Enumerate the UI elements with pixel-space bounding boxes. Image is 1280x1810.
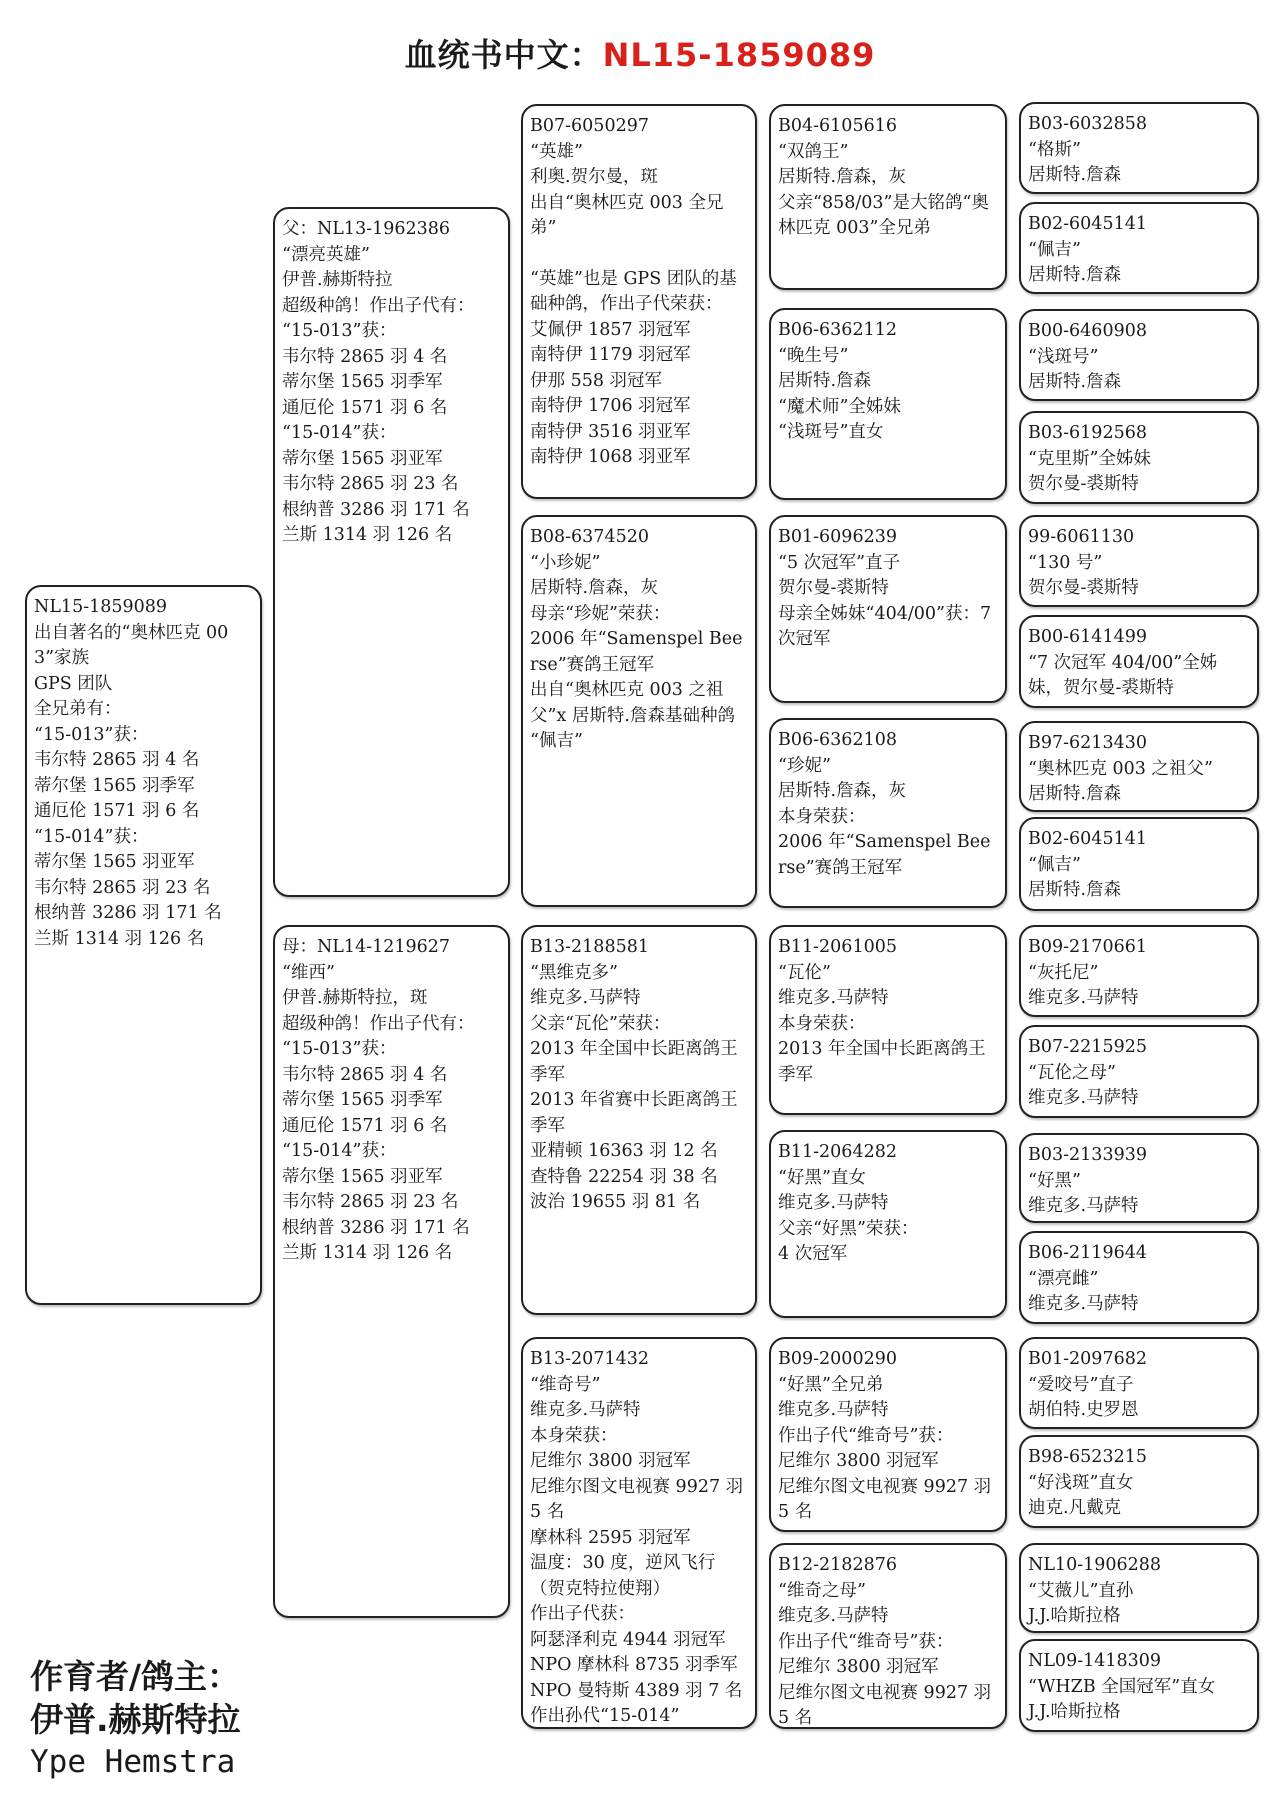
pedigree-line: “灰托尼” — [1028, 962, 1099, 983]
pedigree-line: 父亲“好黑”荣获： — [778, 1218, 919, 1239]
pedigree-line: “晚生号” — [778, 345, 849, 366]
gen5-box-7 — [1019, 721, 1259, 812]
ring-number: B07-2215925 — [1028, 1037, 1147, 1057]
ring-number: B06-2119644 — [1028, 1243, 1147, 1263]
ring-number: B11-2064282 — [778, 1142, 897, 1162]
pedigree-line: 出自“奥林匹克 003 全兄弟” — [530, 192, 724, 238]
pedigree-line: “15-014”获： — [282, 423, 397, 443]
ring-number: B00-6141499 — [1028, 627, 1147, 647]
pedigree-line: “好浅斑”直女 — [1028, 1472, 1134, 1493]
pedigree-line: 蒂尔堡 1565 羽季军 — [282, 1090, 443, 1110]
gen4-box-8 — [769, 1543, 1007, 1729]
pedigree-line: “好黑”全兄弟 — [778, 1374, 884, 1395]
pedigree-line: “爱咬号”直子 — [1028, 1374, 1134, 1395]
pedigree-line: “好黑” — [1028, 1170, 1081, 1191]
pedigree-line: 全兄弟有： — [34, 699, 122, 719]
pedigree-line: 作出孙代“15-014” — [530, 1706, 680, 1726]
ring-number: B01-6096239 — [778, 527, 897, 547]
pedigree-line: 根纳普 3286 羽 171 名 — [34, 903, 222, 923]
pedigree-line: 南特伊 1706 羽冠军 — [530, 396, 691, 416]
ring-number: B08-6374520 — [530, 527, 649, 547]
pedigree-line: 作出子代获： — [530, 1604, 635, 1624]
pedigree-line: 维克多.马萨特 — [1028, 1196, 1139, 1216]
pedigree-line: “130 号” — [1028, 552, 1103, 573]
gen3-box-3 — [521, 925, 757, 1315]
ring-number: B11-2061005 — [778, 937, 897, 957]
ring-number: B02-6045141 — [1028, 214, 1147, 234]
pedigree-line: NPO 摩林科 8735 羽季军 — [530, 1655, 738, 1675]
pedigree-line: 蒂尔堡 1565 羽亚军 — [34, 852, 195, 872]
gen5-box-8 — [1019, 817, 1259, 911]
pedigree-line: 居斯特.詹森 — [1028, 784, 1122, 804]
pedigree-line: “珍妮” — [778, 755, 831, 776]
pedigree-line: 维克多.马萨特 — [778, 1400, 889, 1420]
breeder-name-en: Ype Hemstra — [30, 1744, 236, 1780]
pedigree-line: 母亲全姊妹“404/00”获：7 次冠军 — [778, 603, 997, 649]
pedigree-line: 4 次冠军 — [778, 1244, 848, 1264]
pedigree-line: 韦尔特 2865 羽 4 名 — [282, 346, 448, 367]
pedigree-line: J.J.哈斯拉格 — [1028, 1702, 1121, 1722]
dam-box — [273, 925, 510, 1618]
pedigree-line: 韦尔特 2865 羽 4 名 — [34, 750, 200, 770]
ring-number: B03-2133939 — [1028, 1145, 1147, 1165]
pedigree-line: 2013 年省赛中长距离鸽王季军 — [530, 1090, 738, 1136]
pedigree-line: 贺尔曼-裘斯特 — [1028, 578, 1139, 598]
page-title — [0, 30, 1280, 78]
gen5-box-1 — [1019, 102, 1259, 194]
pedigree-line: “7 次冠军 404/00”全姊妹，贺尔曼-裘斯特 — [1028, 652, 1218, 698]
ring-number: B06-6362112 — [778, 320, 897, 340]
pedigree-line: “15-013”获： — [282, 321, 397, 341]
gen5-box-5 — [1019, 515, 1259, 607]
pedigree-line: “15-014”获： — [34, 826, 149, 847]
gen4-box-5 — [769, 925, 1007, 1115]
pedigree-line: 韦尔特 2865 羽 23 名 — [282, 474, 459, 494]
gen3-box-1 — [521, 104, 757, 499]
pedigree-line: 尼维尔图文电视赛 9927 羽 5 名 — [778, 1682, 997, 1728]
pedigree-line: 父亲“瓦伦”荣获： — [530, 1013, 671, 1034]
pedigree-line: 波治 19655 羽 81 名 — [530, 1192, 701, 1212]
pedigree-line: 蒂尔堡 1565 羽亚军 — [282, 1166, 443, 1187]
pedigree-line: 尼维尔图文电视赛 9927 羽 5 名 — [778, 1476, 997, 1522]
gen3-box-2 — [521, 515, 757, 907]
gen4-box-7 — [769, 1337, 1007, 1532]
pedigree-line: 查特鲁 22254 羽 38 名 — [530, 1166, 718, 1187]
gen5-box-9 — [1019, 925, 1259, 1017]
pedigree-line: 艾佩伊 1857 羽冠军 — [530, 319, 691, 340]
pedigree-line: 本身荣获： — [530, 1425, 618, 1446]
pedigree-line: J.J.哈斯拉格 — [1028, 1606, 1121, 1626]
ring-number: B03-6032858 — [1028, 114, 1147, 134]
pedigree-line: “小珍妮” — [530, 552, 601, 573]
pedigree-line: 南特伊 1068 羽亚军 — [530, 447, 691, 467]
pedigree-line: 兰斯 1314 羽 126 名 — [34, 928, 205, 949]
pedigree-line: 根纳普 3286 羽 171 名 — [282, 1217, 470, 1238]
ring-number: B03-6192568 — [1028, 423, 1147, 443]
pedigree-line: “英雄”也是 GPS 团队的基础种鸽，作出子代荣获： — [530, 268, 737, 314]
pedigree-line: 居斯特.詹森 — [1028, 880, 1122, 900]
pedigree-line: 居斯特.詹森 — [1028, 165, 1122, 185]
pedigree-line: 韦尔特 2865 羽 23 名 — [282, 1192, 459, 1212]
gen5-box-13 — [1019, 1337, 1259, 1429]
ring-number: 父：NL13-1962386 — [282, 219, 451, 239]
ring-number: NL10-1906288 — [1028, 1555, 1162, 1575]
ring-number: NL15-1859089 — [34, 597, 168, 617]
pedigree-line: 韦尔特 2865 羽 23 名 — [34, 877, 211, 898]
gen5-box-2 — [1019, 202, 1259, 294]
breeder-label: 作育者/鸽主： — [30, 1657, 241, 1696]
pedigree-line: “维西” — [282, 962, 335, 983]
pedigree-line: “15-014”获： — [282, 1141, 397, 1161]
sire-box — [273, 207, 510, 897]
gen4-box-3 — [769, 515, 1007, 703]
pedigree-line: 超级种鸽！作出子代有： — [282, 1013, 475, 1034]
gen3-box-4 — [521, 1337, 757, 1729]
pedigree-line: 尼维尔 3800 羽冠军 — [530, 1451, 691, 1471]
pedigree-line: 伊普.赫斯特拉，斑 — [282, 988, 428, 1008]
gen5-box-11 — [1019, 1133, 1259, 1223]
pedigree-line: 2013 年全国中长距离鸽王季军 — [530, 1039, 738, 1085]
gen5-box-4 — [1019, 411, 1259, 504]
pedigree-line: “浅斑号” — [1028, 346, 1099, 367]
pedigree-line: 通厄伦 1571 羽 6 名 — [282, 1115, 448, 1136]
pedigree-line: 作出子代“维奇号”获： — [778, 1425, 954, 1446]
pedigree-line: “瓦伦之母” — [1028, 1062, 1116, 1083]
pedigree-line: 贺尔曼-裘斯特 — [778, 578, 889, 598]
pedigree-line: 居斯特.詹森 — [1028, 265, 1122, 285]
breeder-name-cn: 伊普.赫斯特拉 — [30, 1700, 241, 1739]
pedigree-line: “英雄” — [530, 141, 583, 162]
pedigree-line: 南特伊 3516 羽亚军 — [530, 421, 691, 442]
ring-number: B07-6050297 — [530, 116, 649, 136]
ring-number: B12-2182876 — [778, 1555, 897, 1575]
pedigree-line: “维奇之母” — [778, 1580, 866, 1601]
pedigree-line: 通厄伦 1571 羽 6 名 — [282, 397, 448, 418]
pedigree-line: 根纳普 3286 羽 171 名 — [282, 499, 470, 520]
pedigree-line: 居斯特.詹森，灰 — [778, 781, 907, 801]
blank-line — [530, 242, 748, 267]
pedigree-line: 兰斯 1314 羽 126 名 — [282, 525, 453, 545]
pedigree-line: “瓦伦” — [778, 962, 831, 983]
pedigree-line: 阿瑟泽利克 4944 羽冠军 — [530, 1629, 726, 1650]
pedigree-line: 父亲“858/03”是大铭鸽“奥林匹克 003”全兄弟 — [778, 192, 989, 238]
ring-number: 99-6061130 — [1028, 527, 1135, 547]
pedigree-line: 维克多.马萨特 — [778, 1193, 889, 1213]
pedigree-line: “佩吉” — [1028, 239, 1081, 260]
ring-number: B13-2188581 — [530, 937, 649, 957]
pedigree-line: 尼维尔图文电视赛 9927 羽 5 名 — [530, 1476, 749, 1522]
ring-number: B02-6045141 — [1028, 829, 1147, 849]
pedigree-line: 伊那 558 羽冠军 — [530, 370, 663, 391]
pedigree-line: 本身荣获： — [778, 806, 866, 827]
pedigree-line: 伊普.赫斯特拉 — [282, 270, 393, 290]
breeder-block — [30, 1655, 330, 1784]
pedigree-line: “5 次冠军”直子 — [778, 552, 901, 573]
ring-number: B13-2071432 — [530, 1349, 649, 1369]
pedigree-line: “佩吉” — [1028, 854, 1081, 875]
pedigree-line: 居斯特.詹森 — [1028, 372, 1122, 392]
pedigree-line: “15-013”获： — [34, 724, 149, 745]
pedigree-line: 维克多.马萨特 — [530, 988, 641, 1008]
pedigree-line: 本身荣获： — [778, 1013, 866, 1034]
pedigree-line: “格斯” — [1028, 139, 1081, 160]
gen5-box-12 — [1019, 1231, 1259, 1324]
pedigree-line: 居斯特.詹森 — [778, 371, 872, 391]
pedigree-line: 利奥.贺尔曼，斑 — [530, 167, 659, 187]
pedigree-line: 尼维尔 3800 羽冠军 — [778, 1451, 939, 1471]
pedigree-line: 2006 年“Samenspel Beerse”赛鸽王冠军 — [530, 629, 743, 675]
pedigree-line: “黑维克多” — [530, 962, 618, 983]
gen4-box-2 — [769, 308, 1007, 500]
pedigree-line: 维克多.马萨特 — [778, 988, 889, 1008]
pedigree-line: 蒂尔堡 1565 羽亚军 — [282, 448, 443, 469]
pedigree-line: 贺尔曼-裘斯特 — [1028, 474, 1139, 494]
pedigree-line: 通厄伦 1571 羽 6 名 — [34, 801, 200, 821]
gen5-box-14 — [1019, 1435, 1259, 1528]
gen5-box-3 — [1019, 309, 1259, 401]
gen5-box-10 — [1019, 1025, 1259, 1118]
pedigree-line: “WHZB 全国冠军”直女 — [1028, 1676, 1216, 1697]
pedigree-line: 亚精顿 16363 羽 12 名 — [530, 1141, 718, 1161]
subject-box — [25, 585, 262, 1305]
pedigree-line: 韦尔特 2865 羽 4 名 — [282, 1064, 448, 1085]
pedigree-line: “克里斯”全姊妹 — [1028, 448, 1151, 469]
ring-number: 母：NL14-1219627 — [282, 937, 451, 957]
pedigree-line: 维克多.马萨特 — [1028, 1294, 1139, 1314]
ring-number: B00-6460908 — [1028, 321, 1147, 341]
pedigree-line: 居斯特.詹森，灰 — [530, 578, 659, 598]
pedigree-line: 迪克.凡戴克 — [1028, 1498, 1122, 1518]
pedigree-line: “15-013”获： — [282, 1039, 397, 1059]
pedigree-line: 母亲“珍妮”荣获： — [530, 603, 671, 624]
pedigree-line: “双鸽王” — [778, 141, 849, 162]
gen4-box-4 — [769, 718, 1007, 908]
pedigree-line: 蒂尔堡 1565 羽季军 — [34, 775, 195, 796]
pedigree-line: 维克多.马萨特 — [1028, 988, 1139, 1008]
pedigree-line: 尼维尔 3800 羽冠军 — [778, 1657, 939, 1677]
pedigree-line: 2006 年“Samenspel Beerse”赛鸽王冠军 — [778, 832, 991, 878]
ring-number: B98-6523215 — [1028, 1447, 1147, 1467]
pedigree-line: 2013 年全国中长距离鸽王季军 — [778, 1039, 986, 1085]
pedigree-line: 维克多.马萨特 — [530, 1400, 641, 1420]
pedigree-line: “漂亮英雄” — [282, 244, 370, 265]
pedigree-line: 胡伯特.史罗恩 — [1028, 1400, 1139, 1420]
pedigree-line: “漂亮雌” — [1028, 1268, 1099, 1289]
gen5-box-16 — [1019, 1639, 1259, 1732]
pedigree-line: “艾薇儿”直孙 — [1028, 1580, 1134, 1601]
pedigree-line: “浅斑号”直女 — [778, 422, 884, 442]
ring-number: NL09-1418309 — [1028, 1651, 1162, 1671]
pedigree-line: 维克多.马萨特 — [1028, 1088, 1139, 1108]
ring-number: B01-2097682 — [1028, 1349, 1147, 1369]
pedigree-line: 兰斯 1314 羽 126 名 — [282, 1243, 453, 1263]
title-prefix: 血统书中文： — [404, 36, 603, 74]
pedigree-line: “维奇号” — [530, 1374, 601, 1395]
pedigree-line: 维克多.马萨特 — [778, 1606, 889, 1626]
ring-number: B06-6362108 — [778, 730, 897, 750]
title-ring-number: NL15-1859089 — [602, 36, 876, 74]
pedigree-line: 居斯特.詹森，灰 — [778, 167, 907, 187]
pedigree-line: 出自著名的“奥林匹克 003”家族 — [34, 622, 229, 668]
ring-number: B09-2170661 — [1028, 937, 1147, 957]
pedigree-line: “魔术师”全姊妹 — [778, 396, 901, 417]
gen4-box-6 — [769, 1130, 1007, 1318]
pedigree-line: 南特伊 1179 羽冠军 — [530, 345, 691, 365]
pedigree-line: NPO 曼特斯 4389 羽 7 名 — [530, 1680, 743, 1701]
ring-number: B09-2000290 — [778, 1349, 897, 1369]
pedigree-line: “好黑”直女 — [778, 1167, 866, 1188]
pedigree-line: “奥林匹克 003 之祖父” — [1028, 758, 1213, 779]
gen4-box-1 — [769, 104, 1007, 290]
pedigree-line: 作出子代“维奇号”获： — [778, 1631, 954, 1652]
pedigree-line: 出自“奥林匹克 003 之祖父”x 居斯特.詹森基础种鸽 “佩吉” — [530, 680, 741, 751]
pedigree-line: GPS 团队 — [34, 673, 113, 694]
pedigree-line: 蒂尔堡 1565 羽季军 — [282, 372, 443, 392]
pedigree-line: 摩林科 2595 羽冠军 — [530, 1527, 691, 1548]
gen5-box-6 — [1019, 615, 1259, 708]
pedigree-line: 超级种鸽！作出子代有： — [282, 295, 475, 316]
ring-number: B04-6105616 — [778, 116, 897, 136]
gen5-box-15 — [1019, 1543, 1259, 1633]
ring-number: B97-6213430 — [1028, 733, 1147, 753]
pedigree-line: 温度：30 度，逆风飞行（贺克特拉使翔） — [530, 1553, 716, 1599]
